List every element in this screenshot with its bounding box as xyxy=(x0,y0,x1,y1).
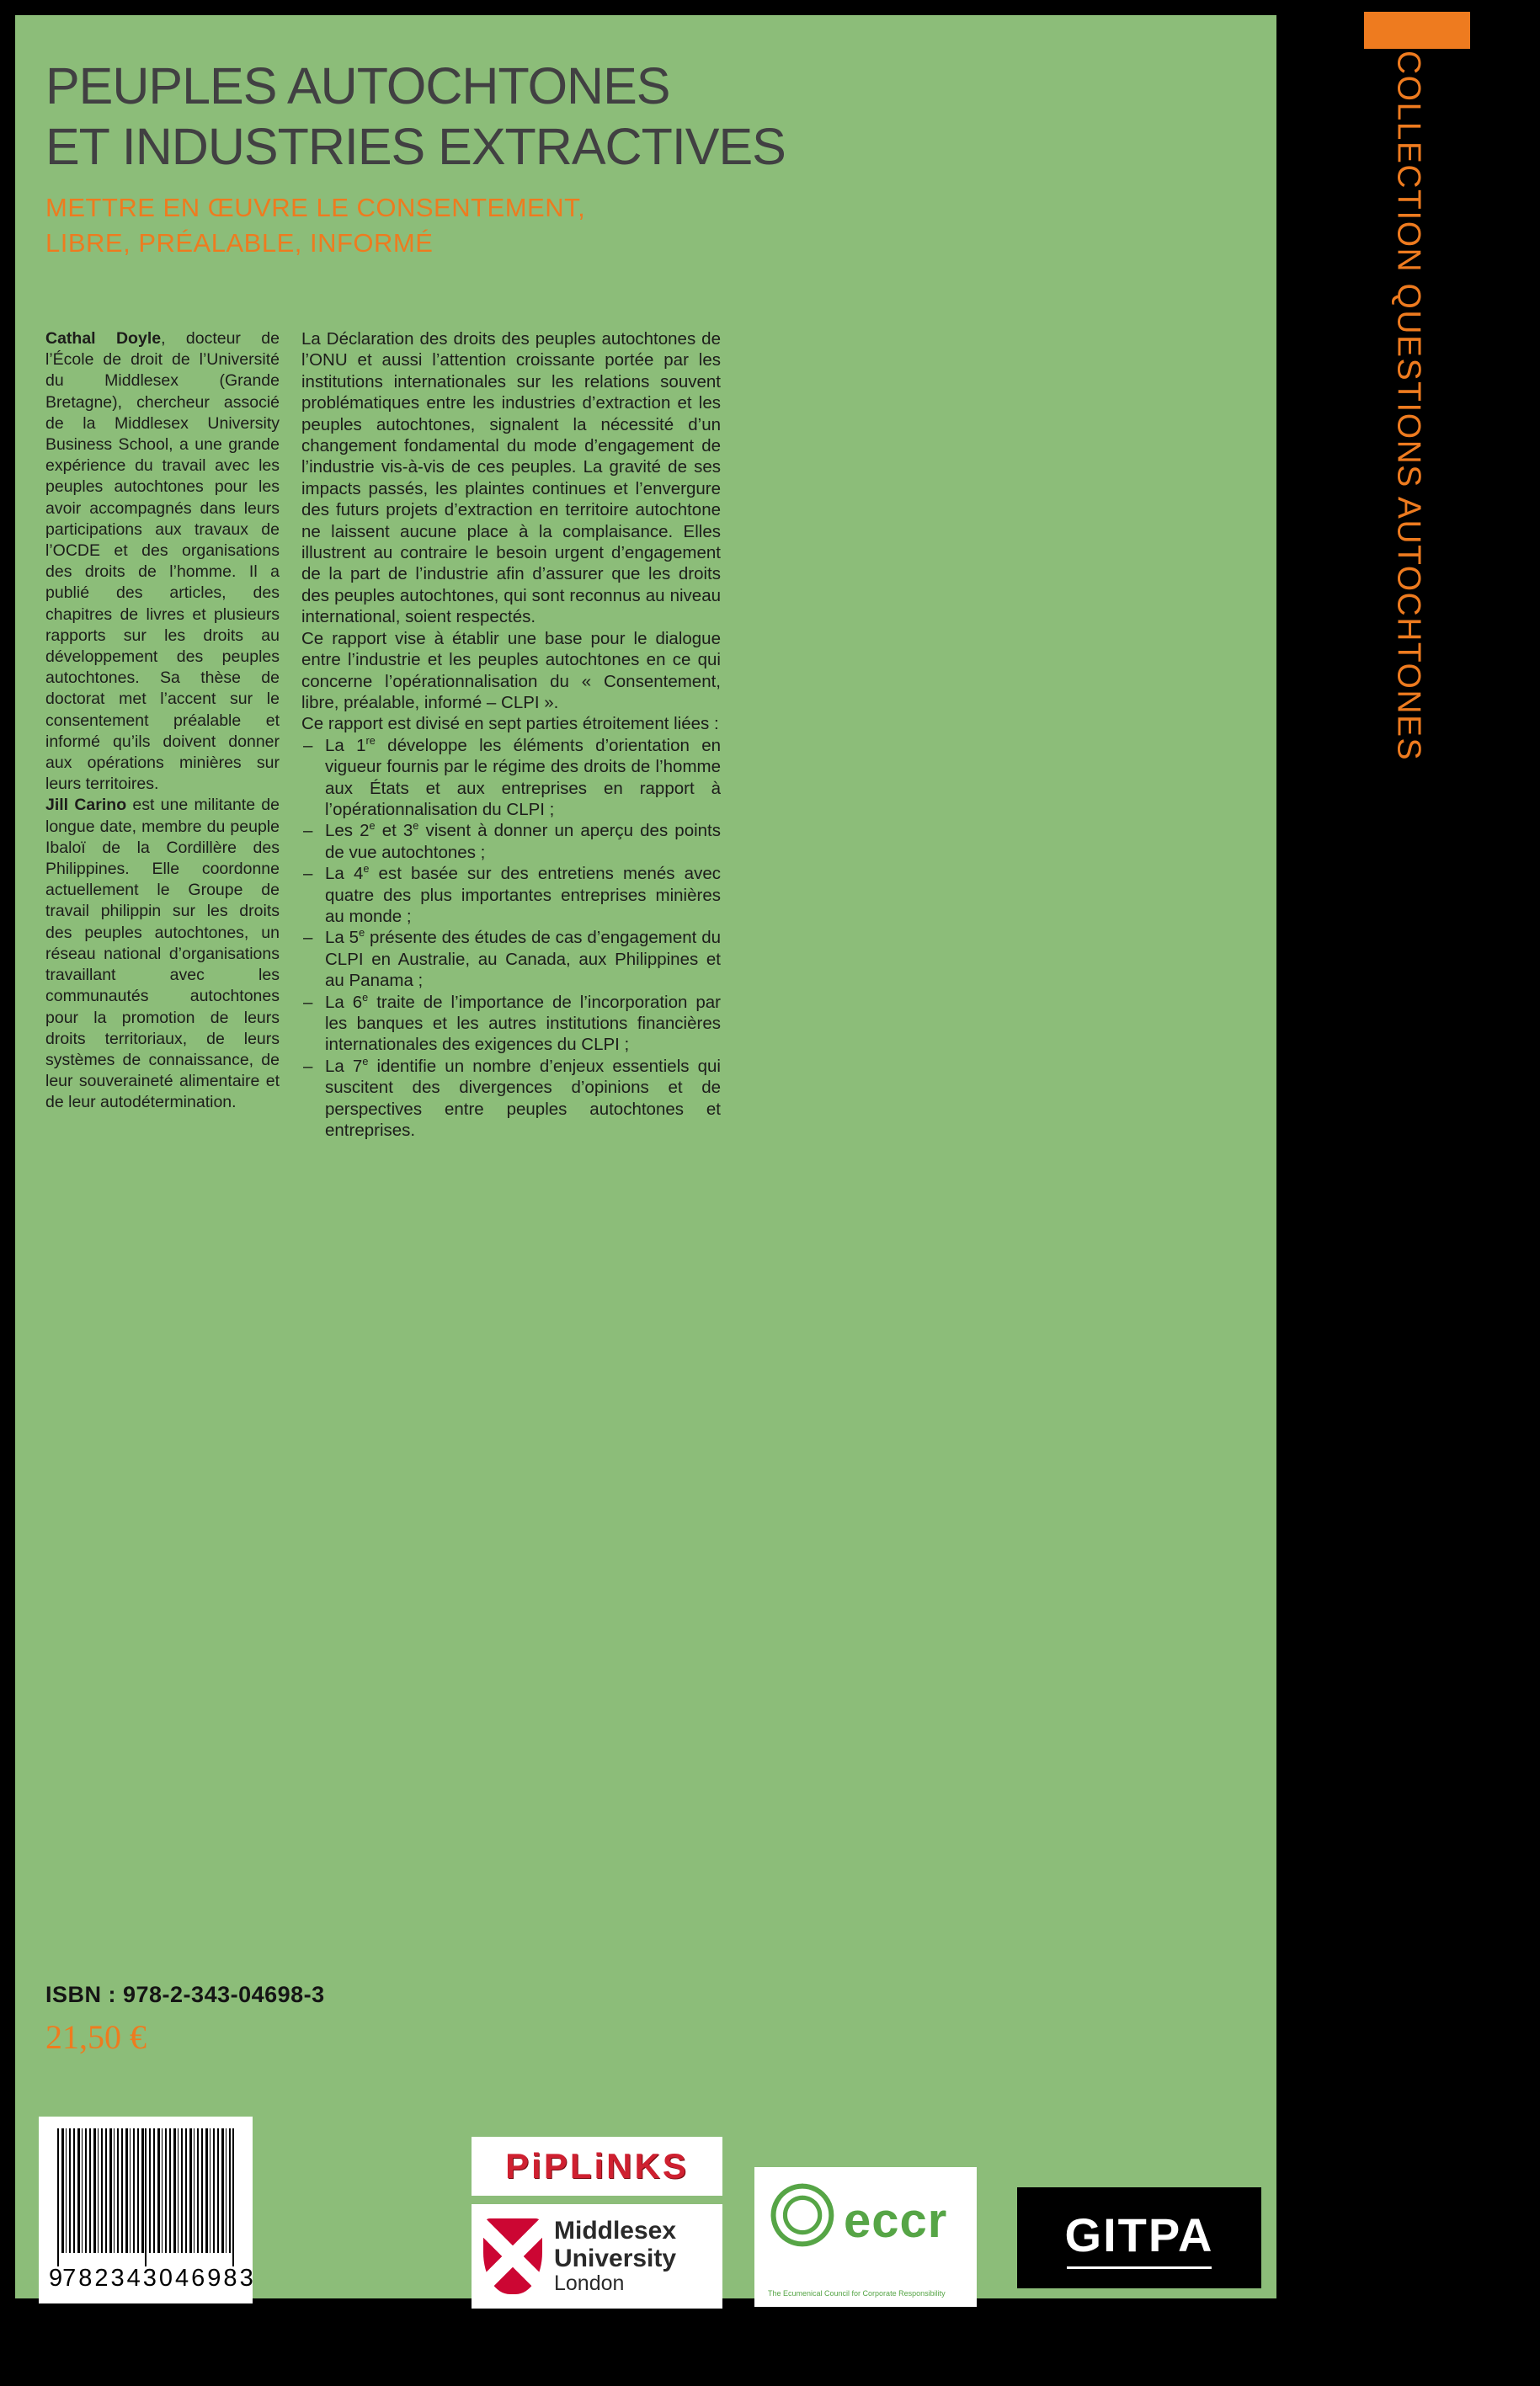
middlesex-university-logo xyxy=(472,2204,722,2309)
synopsis-paragraph-1: La Déclaration des droits des peuples autochtones de l’ONU et aussi l’attention croissante portée par les institutions internationales sur les relations souvent problématiques entre les industries d’extraction et les peuples autochtones, signalent la nécessité d’un changement fondamental du mode d’engagement de l’industrie vis-à-vis de ces peuples. La gravité de ses impacts passés, les plaintes continues et l’envergure des futurs projets d’extraction en territoire autochtone ne laissent aucune place à la complaisance. Elles illustrent au contraire le besoin urgent d’engagement de la part de l’industrie afin d’assurer que les droits des peuples autochtones, qui sont reconnus au niveau international, soient respectés. xyxy=(301,329,721,627)
report-part-item: – La 1re développe les éléments d’orientation en vigueur fournis par le régime des droits de l’homme aux États et aux entreprises en rapport à l’opérationnalisation du CLPI ; xyxy=(303,733,722,819)
piplinks-logo-text: PiPLiNKS xyxy=(505,2146,689,2186)
book-subtitle-line1: METTRE EN ŒUVRE LE CONSENTEMENT, xyxy=(45,193,586,222)
barcode-digits xyxy=(39,2265,256,2293)
middlesex-line1: Middlesex xyxy=(554,2217,677,2245)
barcode-digit-group1: 782343 xyxy=(62,2265,159,2292)
report-part-item: – La 6e traite de l’importance de l’incorporation par les banques et les autres institutions financières internationales des exigences du CLPI ; xyxy=(303,990,721,1055)
report-part-item: – Les 2e et 3e visent à donner un aperçu des points de vue autochtones ; xyxy=(303,819,721,862)
collection-label-wrap xyxy=(1276,51,1540,761)
book-title xyxy=(45,56,786,177)
barcode-guard-middle xyxy=(145,2128,147,2266)
middlesex-logo-text xyxy=(554,2218,676,2295)
gitpa-underline xyxy=(1067,2266,1212,2269)
cover-background-panel xyxy=(15,15,1276,2298)
synopsis-paragraph-3: Ce rapport est divisé en sept parties étroitement liées : xyxy=(301,714,719,734)
report-part-item: – La 7e identifie un nombre d’enjeux essentiels qui suscitent des divergences d’opinions et de perspectives entre peuples autochtones et entreprises. xyxy=(303,1054,721,1141)
gitpa-logo-text: GITPA xyxy=(1064,2208,1214,2261)
author-name-doyle: Cathal Doyle xyxy=(45,329,162,348)
book-title-line2: ET INDUSTRIES EXTRACTIVES xyxy=(45,118,786,175)
eccr-logo xyxy=(754,2167,977,2307)
eccr-swirl-icon xyxy=(766,2179,839,2251)
author-bio-carino xyxy=(45,795,280,1113)
book-subtitle xyxy=(45,190,585,261)
author-name-carino: Jill Carino xyxy=(45,796,127,815)
synopsis-column xyxy=(301,328,721,1141)
piplinks-logo xyxy=(472,2137,722,2196)
collection-color-square xyxy=(1364,12,1470,49)
author-bio-carino-text: est une militante de longue date, membre du peuple Ibaloï de la Cordillère des Philippines. Elle coordonne actuellement le Groupe de travail philippin sur les droits des peuples autochtones, un réseau national d’organisations travaillant avec les communautés autochtones pour la promotion de leurs droits territoriaux, de leurs systèmes de connaissance, de leur souveraineté alimentaire et de leur autodétermination. xyxy=(45,796,280,1112)
barcode-guard-right xyxy=(232,2128,234,2266)
eccr-logo-caption: The Ecumenical Council for Corporate Responsibility xyxy=(768,2289,946,2298)
author-bio-doyle-text: , docteur de l’École de droit de l’Université du Middlesex (Grande Bretagne), chercheur associé de la Middlesex University Business School, a une grande expérience du travail avec les peuples autochtones pour les avoir accompagnés dans leurs participations aux travaux de l’OCDE et des organisations des droits de l’homme. Il a publié des articles, des chapitres de livres et plusieurs rapports sur les droits au développement des peuples autochtones. Sa thèse de doctorat met l’accent sur le consentement préalable et informé qu’ils doivent donner aux opérations minières sur leurs territoires. xyxy=(45,329,280,794)
report-part-item: – La 5e présente des études de cas d’engagement du CLPI en Australie, au Canada, aux Philippines et au Panama ; xyxy=(303,926,721,991)
barcode-guard-left xyxy=(57,2128,59,2266)
book-subtitle-line2: LIBRE, PRÉALABLE, INFORMÉ xyxy=(45,228,434,258)
body-columns xyxy=(45,328,721,1141)
isbn-text: ISBN : 978-2-343-04698-3 xyxy=(45,1982,325,2007)
middlesex-shield-icon xyxy=(483,2218,542,2294)
collection-spine-strip xyxy=(1276,0,1540,2386)
collection-label: COLLECTION QUESTIONS AUTOCHTONES xyxy=(1390,51,1427,762)
barcode-digit-group2: 046983 xyxy=(158,2265,256,2292)
price-text: 21,50 € xyxy=(45,2018,147,2056)
report-parts-list xyxy=(301,735,721,1142)
middlesex-line3: London xyxy=(554,2271,625,2295)
barcode-digit-first: 9 xyxy=(49,2265,63,2292)
gitpa-logo xyxy=(1017,2187,1261,2288)
author-bios-column xyxy=(45,328,280,1141)
author-bio-doyle xyxy=(45,328,280,795)
ean-barcode xyxy=(39,2117,256,2303)
middlesex-line2: University xyxy=(554,2244,677,2272)
book-title-line1: PEUPLES AUTOCHTONES xyxy=(45,57,670,115)
synopsis-paragraph-2: Ce rapport vise à établir une base pour le dialogue entre l’industrie et les peuples autochtones en ce qui concerne l’opérationnalisation du « Consentement, libre, préalable, informé – CLPI ». xyxy=(301,628,721,712)
eccr-logo-text: eccr xyxy=(844,2193,948,2248)
report-part-item: – La 4e est basée sur des entretiens menés avec quatre des plus importantes entreprises minières au monde ; xyxy=(303,862,721,926)
